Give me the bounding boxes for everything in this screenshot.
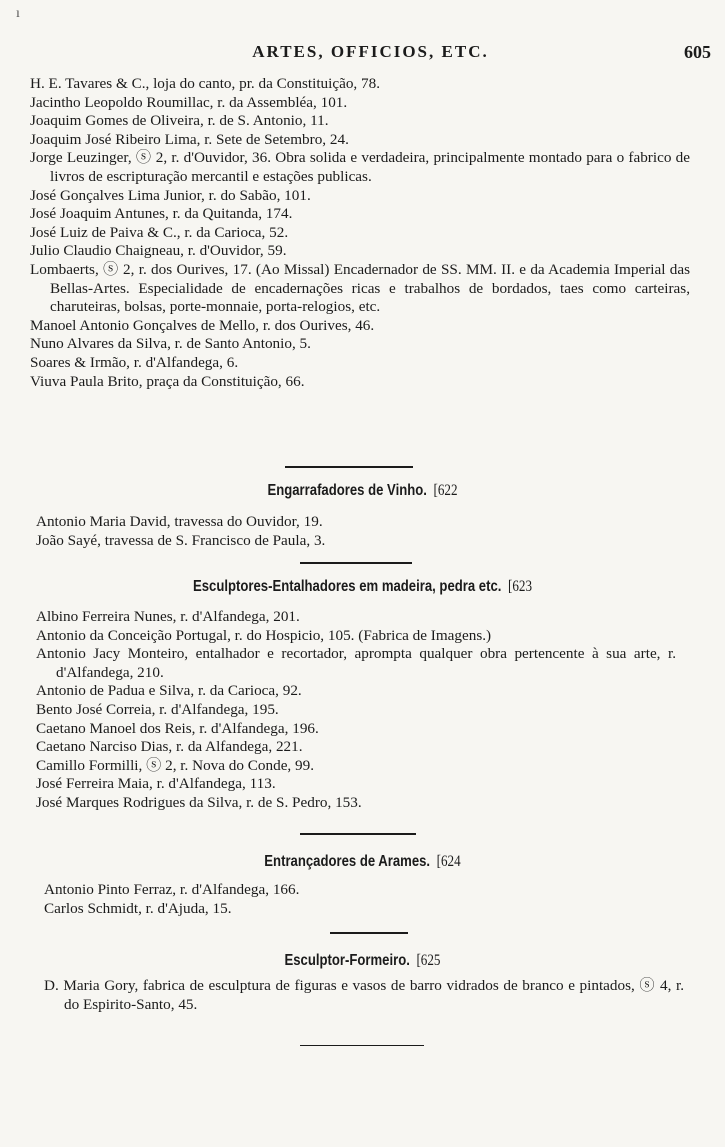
list-item: José Joaquim Antunes, r. da Quitanda, 174. [30,205,293,223]
running-head [30,42,711,66]
list-item: Antonio Pinto Ferraz, r. d'Alfandega, 166. [44,881,300,898]
section-title-text: Engarrafadores de Vinho. [267,482,427,499]
list-item: Soares & Irmão, r. d'Alfandega, 6. [30,353,239,371]
section-continuation-list [30,75,690,391]
list-item: Caetano Manoel dos Reis, r. d'Alfandega, 196. [36,719,319,737]
running-head-title: ARTES, OFFICIOS, ETC. [252,42,489,61]
section-title-text: Esculptores-Entalhadores em madeira, pedra etc. [192,578,502,595]
section-number: [623 [507,578,533,595]
list-item: José Luiz de Paiva & C., r. da Carioca, 52. [30,223,289,241]
list-item: Albino Ferreira Nunes, r. d'Alfandega, 201. [36,608,300,625]
section-number: [625 [416,952,441,969]
section-title-esculptores [65,578,660,596]
section-entrancadores-list [44,881,644,918]
section-title-esculptor-formeiro [65,952,660,970]
section-divider [300,562,412,564]
list-item: Jacintho Leopoldo Roumillac, r. da Assembléa, 101. [30,93,348,111]
stray-mark: ı [16,6,20,21]
section-divider [285,466,413,468]
list-item: H. E. Tavares & C., loja do canto, pr. da Constituição, 78. [30,75,381,92]
list-item: Antonio de Padua e Silva, r. da Carioca, 92. [36,682,302,700]
list-item: Antonio Maria David, travessa do Ouvidor, 19. [36,513,323,530]
section-number: [622 [433,482,458,499]
section-divider [330,932,408,934]
list-item: João Sayé, travessa de S. Francisco de Paula, 3. [36,531,326,549]
page-number: 605 [684,42,711,62]
list-item: Joaquim Gomes de Oliveira, r. de S. Antonio, 11. [30,112,329,130]
list-item: Joaquim José Ribeiro Lima, r. Sete de Setembro, 24. [30,130,349,148]
list-item: José Marques Rodrigues da Silva, r. de S. Pedro, 153. [36,793,362,811]
end-divider [300,1045,424,1046]
list-item: Camillo Formilli, ⓢ 2, r. Nova do Conde, 99. [36,756,315,774]
list-item: Carlos Schmidt, r. d'Ajuda, 15. [44,899,232,917]
list-item: Julio Claudio Chaigneau, r. d'Ouvidor, 59. [30,242,287,260]
list-item: Viuva Paula Brito, praça da Constituição, 66. [30,372,305,390]
list-item: Bento José Correia, r. d'Alfandega, 195. [36,700,279,718]
section-engarrafadores-list [36,513,636,550]
section-esculptor-formeiro-list [44,977,684,1014]
list-item: Jorge Leuzinger, ⓢ 2, r. d'Ouvidor, 36. Obra solida e verdadeira, principalmente montado para o fabrico de livros de escripturação mercantil e estações publicas. [30,149,690,185]
section-title-engarrafadores [65,482,660,500]
list-item: José Gonçalves Lima Junior, r. do Sabão, 101. [30,186,311,204]
list-item: Nuno Alvares da Silva, r. de Santo Antonio, 5. [30,335,311,353]
list-item: Antonio da Conceição Portugal, r. do Hospicio, 105. (Fabrica de Imagens.) [36,626,492,644]
section-number: [624 [436,853,461,870]
list-item: José Ferreira Maia, r. d'Alfandega, 113. [36,775,276,793]
list-item: D. Maria Gory, fabrica de esculptura de figuras e vasos de barro vidrados de branco e pintados, ⓢ 4, r. do Espirito-Santo, 45. [44,977,684,1013]
list-item: Caetano Narciso Dias, r. da Alfandega, 221. [36,738,303,756]
section-esculptores-list [36,608,676,813]
list-item: Manoel Antonio Gonçalves de Mello, r. dos Ourives, 46. [30,316,375,334]
section-title-entrancadores [65,853,660,871]
section-title-text: Esculptor-Formeiro. [284,952,410,969]
section-title-text: Entrançadores de Arames. [264,853,431,870]
list-item: Antonio Jacy Monteiro, entalhador e recortador, apromptа qualquer obra pertencente à sua arte, r. d'Alfandega, 210. [36,645,676,681]
list-item: Lombaerts, ⓢ 2, r. dos Ourives, 17. (Ao Missal) Encadernador de SS. MM. II. e da Academia Imperial das Bellas-Artes. Especialidade de encadernações ricas e trabalhos de bordados, taes como carteiras, charuteiras, bolsas, porte-monnaie, porta-relogios, etc. [30,260,690,316]
section-divider [300,833,416,835]
